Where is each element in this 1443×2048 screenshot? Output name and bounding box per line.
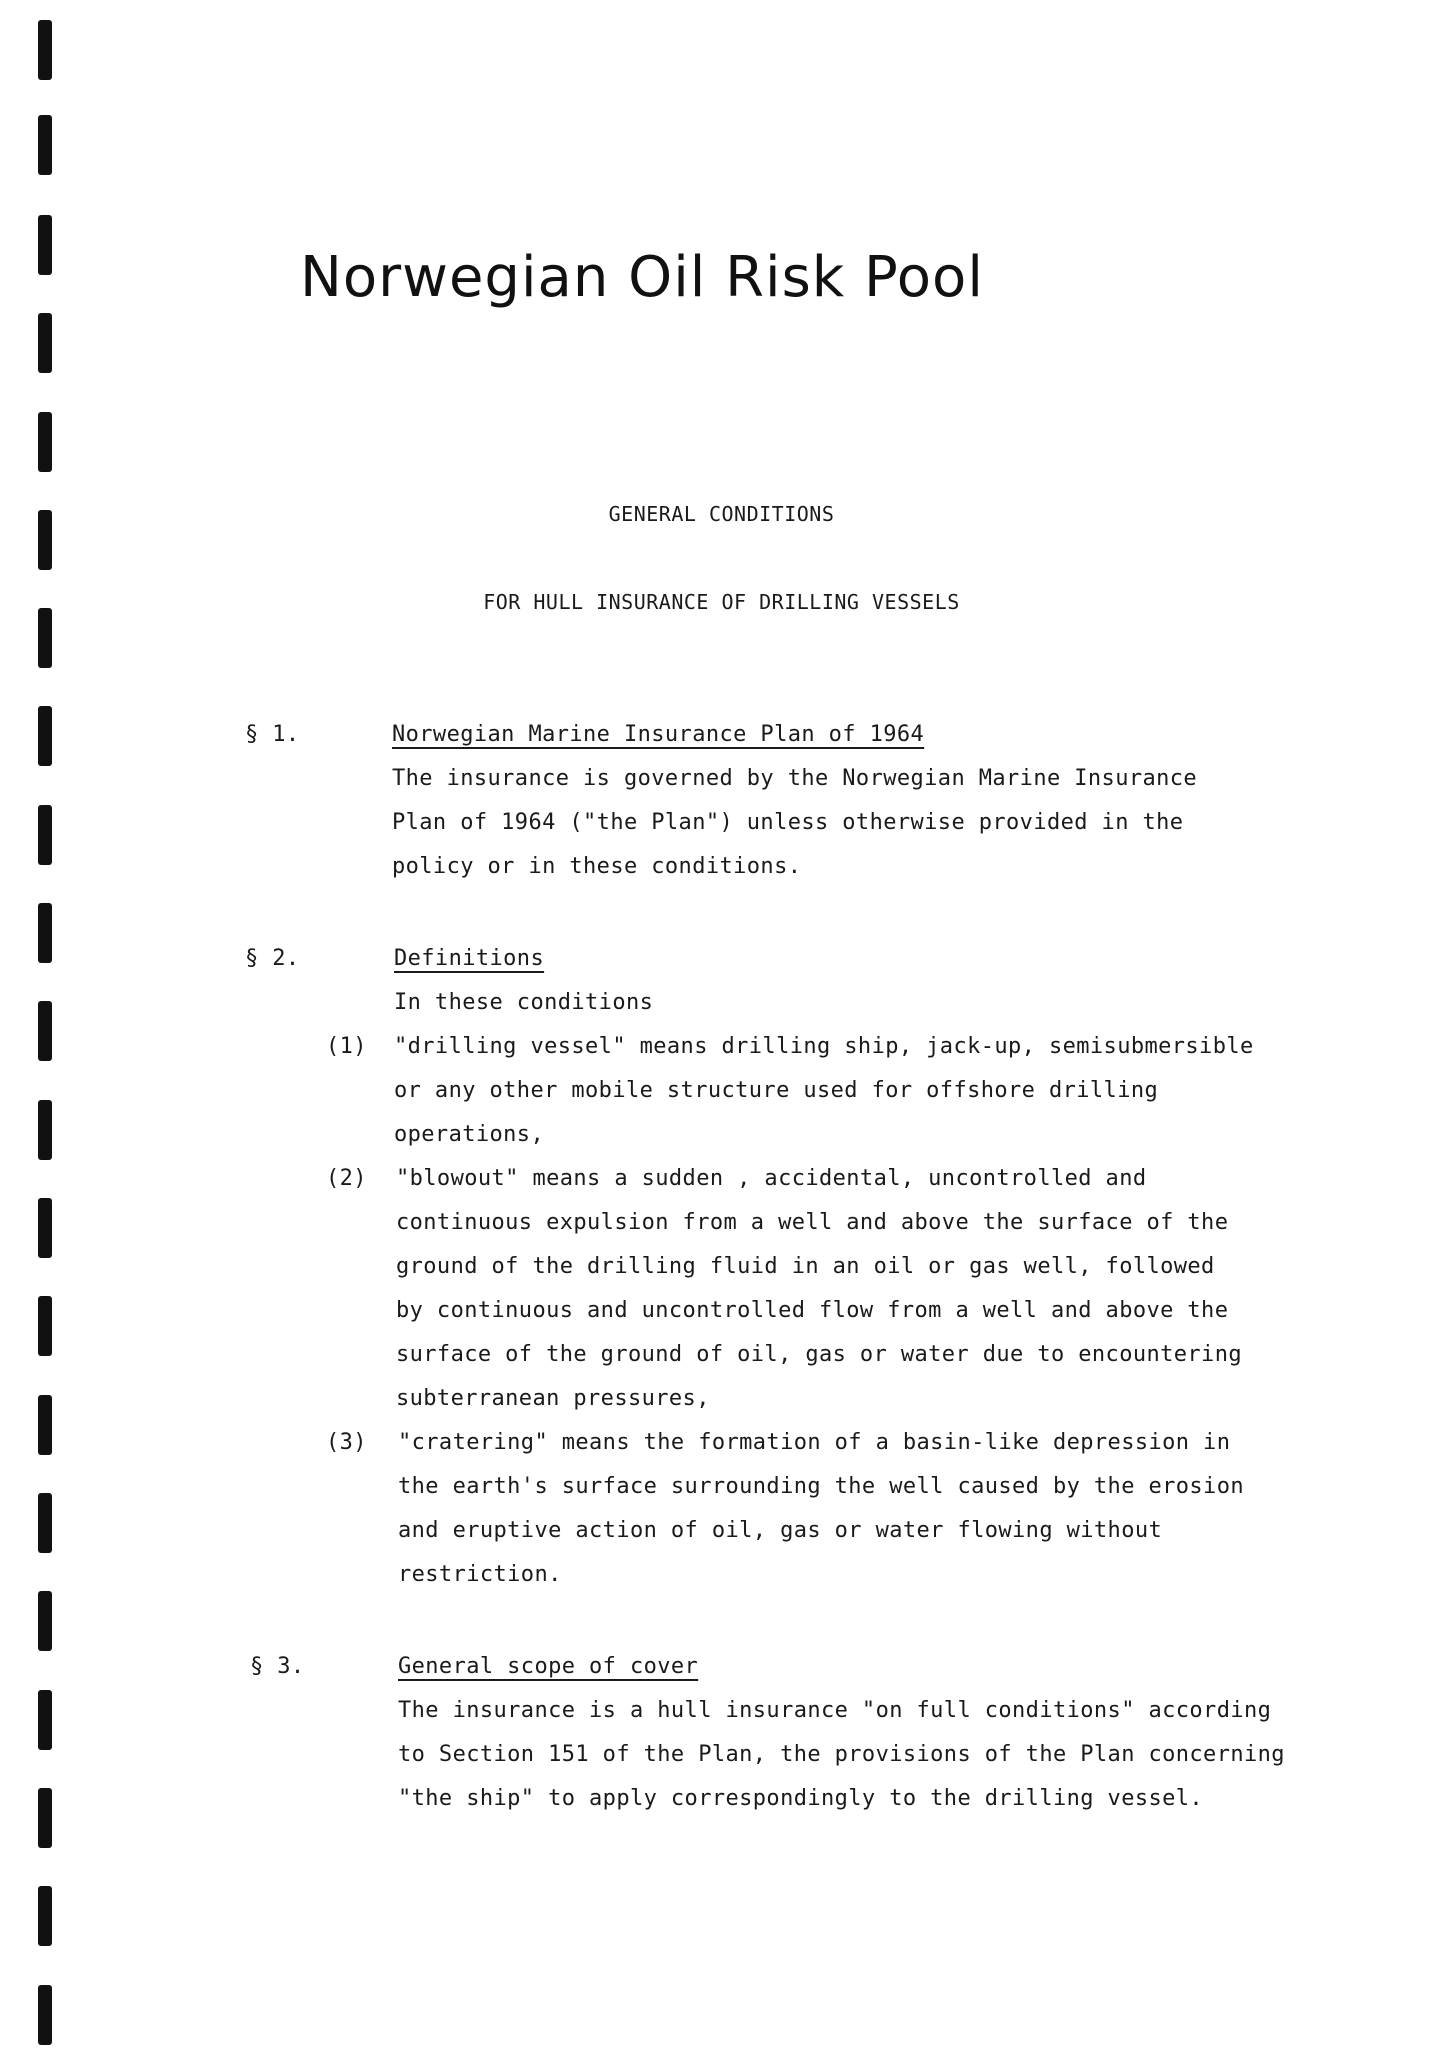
section-number: § 2. <box>245 946 300 971</box>
binding-hole <box>38 1001 52 1061</box>
binding-holes <box>0 0 90 2048</box>
definition-line: ground of the drilling fluid in an oil or gas well, followed <box>396 1254 1215 1279</box>
definition-line: and eruptive action of oil, gas or water flowing without <box>398 1518 1163 1543</box>
document-title: GENERAL CONDITIONS <box>608 502 835 526</box>
binding-hole <box>38 1886 52 1946</box>
binding-hole <box>38 1690 52 1750</box>
logo-text: Norwegian Oil Risk Pool <box>300 245 984 310</box>
section-text-line: The insurance is governed by the Norwegian Marine Insurance <box>392 766 1198 791</box>
binding-hole <box>38 1198 52 1258</box>
section-text-line: The insurance is a hull insurance "on full conditions" according <box>398 1698 1272 1723</box>
binding-hole <box>38 20 52 80</box>
definition-marker: (2) <box>326 1166 367 1191</box>
binding-hole <box>38 313 52 373</box>
binding-hole <box>38 115 52 175</box>
binding-hole <box>38 608 52 668</box>
definition-line: or any other mobile structure used for offshore drilling <box>394 1078 1159 1103</box>
section-heading: Norwegian Marine Insurance Plan of 1964 <box>392 722 925 747</box>
binding-hole <box>38 1395 52 1455</box>
section-number: § 1. <box>245 722 300 747</box>
binding-hole <box>38 1296 52 1356</box>
section-heading: Definitions <box>394 946 545 971</box>
binding-hole <box>38 903 52 963</box>
section-intro: In these conditions <box>394 990 654 1015</box>
section-text-line: policy or in these conditions. <box>392 854 802 879</box>
definition-line: "drilling vessel" means drilling ship, jack-up, semisubmersible <box>394 1034 1254 1059</box>
binding-hole <box>38 1985 52 2045</box>
definition-line: "blowout" means a sudden , accidental, uncontrolled and <box>396 1166 1147 1191</box>
definition-marker: (3) <box>326 1430 367 1455</box>
binding-hole <box>38 1493 52 1553</box>
definition-line: by continuous and uncontrolled flow from a well and above the <box>396 1298 1229 1323</box>
definition-line: the earth's surface surrounding the well caused by the erosion <box>398 1474 1244 1499</box>
section-text-line: Plan of 1964 ("the Plan") unless otherwise provided in the <box>392 810 1184 835</box>
definition-line: continuous expulsion from a well and above the surface of the <box>396 1210 1229 1235</box>
binding-hole <box>38 1788 52 1848</box>
binding-hole <box>38 1100 52 1160</box>
definition-line: subterranean pressures, <box>396 1386 710 1411</box>
section-heading: General scope of cover <box>398 1654 699 1679</box>
document-subtitle: FOR HULL INSURANCE OF DRILLING VESSELS <box>483 590 960 614</box>
binding-hole <box>38 805 52 865</box>
definition-line: restriction. <box>398 1562 562 1587</box>
definition-marker: (1) <box>326 1034 367 1059</box>
section-text-line: "the ship" to apply correspondingly to the drilling vessel. <box>398 1786 1204 1811</box>
definition-line: "cratering" means the formation of a basin-like depression in <box>398 1430 1231 1455</box>
binding-hole <box>38 1591 52 1651</box>
definition-line: operations, <box>394 1122 545 1147</box>
binding-hole <box>38 215 52 275</box>
definition-line: surface of the ground of oil, gas or water due to encountering <box>396 1342 1242 1367</box>
section-number: § 3. <box>250 1654 305 1679</box>
binding-hole <box>38 412 52 472</box>
binding-hole <box>38 706 52 766</box>
section-text-line: to Section 151 of the Plan, the provisions of the Plan concerning <box>398 1742 1285 1767</box>
